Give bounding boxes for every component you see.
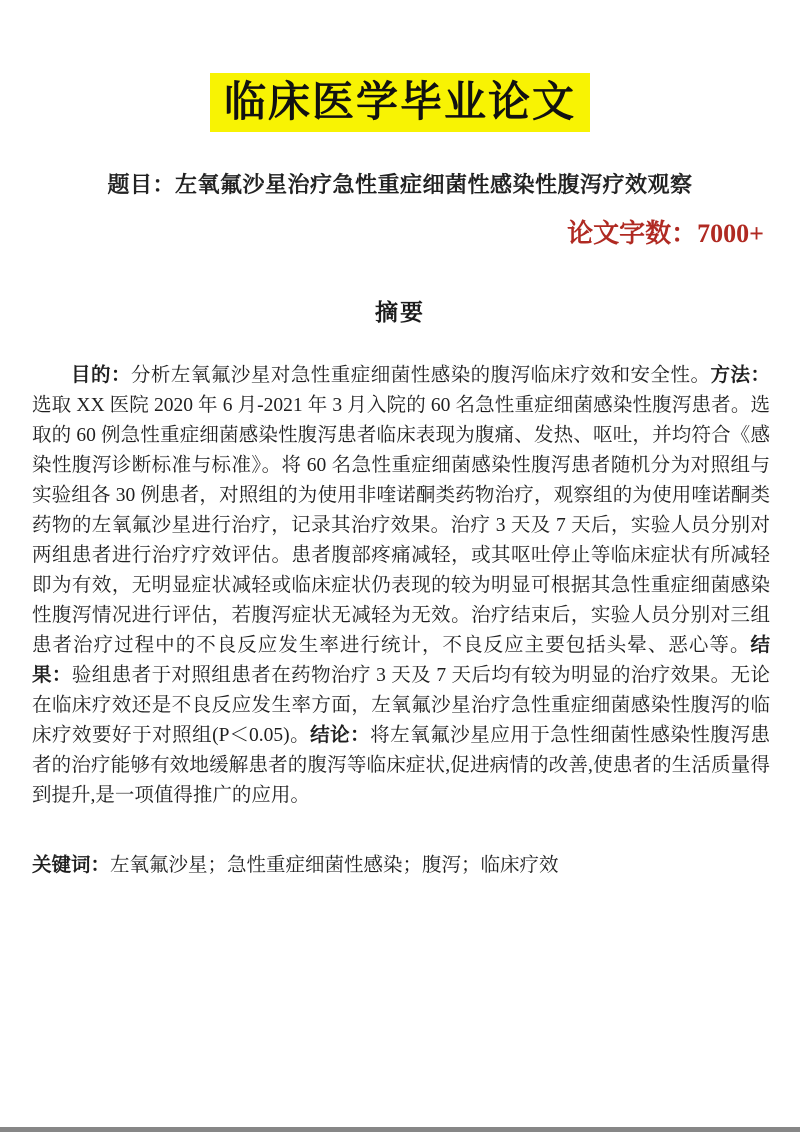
bottom-edge-bar bbox=[0, 1127, 800, 1132]
title-block bbox=[0, 0, 800, 132]
page-title: 临床医学毕业论文 bbox=[210, 73, 590, 132]
thesis-topic-line: 题目：左氧氟沙星治疗急性重症细菌性感染性腹泻疗效观察 bbox=[107, 172, 693, 197]
results-label: 结果： bbox=[32, 635, 770, 686]
objective-label: 目的： bbox=[71, 365, 131, 386]
abstract-paragraph bbox=[32, 361, 770, 811]
conclusion-label: 结论： bbox=[310, 725, 371, 746]
keywords-text: 左氧氟沙星；急性重症细菌性感染；腹泻；临床疗效 bbox=[110, 855, 559, 876]
methods-label: 方法： bbox=[710, 365, 770, 386]
keywords-label: 关键词： bbox=[32, 855, 111, 876]
word-count-label: 论文字数：7000+ bbox=[567, 219, 764, 248]
keywords-line bbox=[32, 851, 770, 881]
objective-text: 分析左氧氟沙星对急性重症细菌性感染的腹泻临床疗效和安全性。 bbox=[130, 365, 711, 386]
results-text: 验组患者于对照组患者在药物治疗 3 天及 7 天后均有较为明显的治疗效果。无论在临床疗效还是不良反应发生率方面，左氧氟沙星治疗急性重症细菌感染性腹泻的临床疗效要好于对照组(P＜0.05)。 bbox=[32, 665, 770, 746]
conclusion-text: 将左氧氟沙星应用于急性细菌性感染性腹泻患者的治疗能够有效地缓解患者的腹泻等临床症状,促进病情的改善,使患者的生活质量得到提升,是一项值得推广的应用。 bbox=[32, 725, 770, 806]
methods-text: 选取 XX 医院 2020 年 6 月-2021 年 3 月入院的 60 名急性重症细菌感染性腹泻患者。选取的 60 例急性重症细菌感染性腹泻患者临床表现为腹痛、发热、呕吐，并均符合《感染性腹泻诊断标准与标准》。将 60 名急性重症细菌感染性腹泻患者随机分为对照组与实验组各 30 例患者，对照组的为使用非喹诺酮类药物治疗，观察组的为使用喹诺酮类药物的左氧氟沙星进行治疗，记录其治疗效果。治疗 3 天及 7 天后，实验人员分别对两组患者进行治疗疗效评估。患者腹部疼痛减轻，或其呕吐停止等临床症状有所减轻即为有效，无明显症状减轻或临床症状仍表现的较为明显可根据其急性重症细菌感染性腹泻情况进行评估，若腹泻症状无减轻为无效。治疗结束后，实验人员分别对三组患者治疗过程中的不良反应发生率进行统计，不良反应主要包括头晕、恶心等。 bbox=[32, 395, 770, 656]
abstract-heading: 摘要 bbox=[375, 300, 425, 326]
